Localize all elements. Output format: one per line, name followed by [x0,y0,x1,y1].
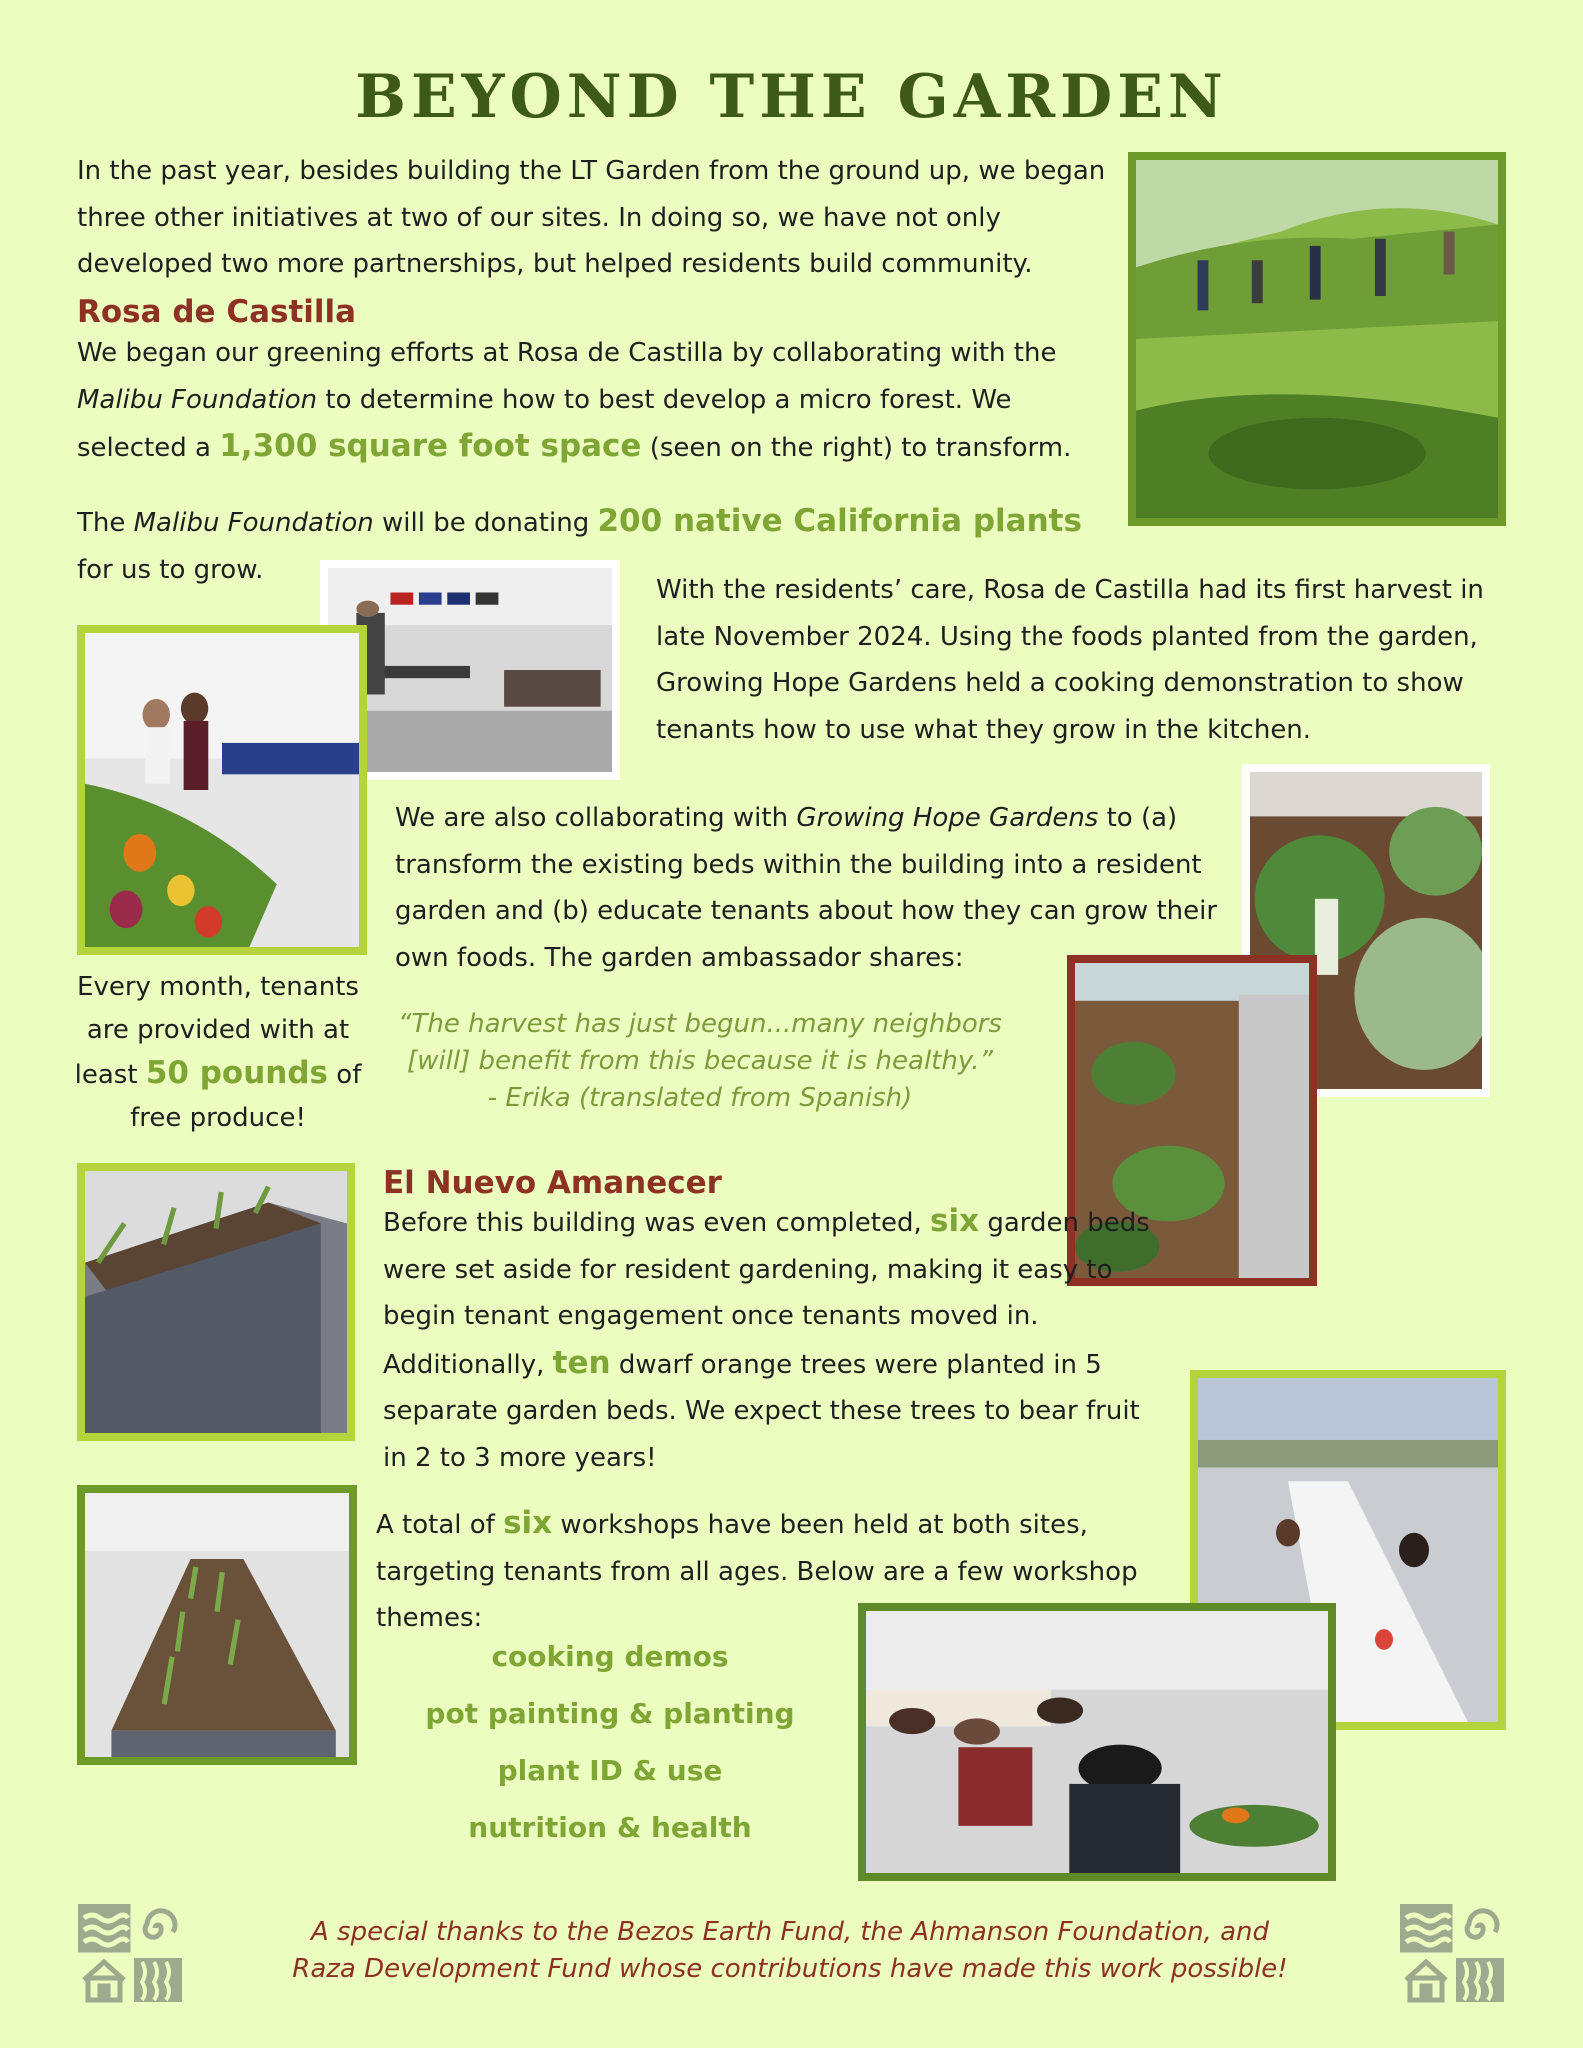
produce-side-note [68,966,368,1140]
org-logo-right [1400,1904,1506,2004]
theme-item: cooking demos [491,1640,729,1673]
flame-icon [134,1958,182,2002]
spiral-icon [1467,1911,1497,1937]
six-workshops-highlight: six [503,1505,553,1541]
rosa-p2-text-3: for us to grow. [77,554,264,585]
rosa-p4-text-2: to (a) transform the existing beds within the building into a resident garden and (b) educate tenants about how they can grow their own foods. The garden ambassador shares: [395,803,1218,973]
nuevo-p2-text-2: workshops have been held at both sites, targeting tenants from all ages. Below are a few workshop themes: [376,1510,1138,1633]
native-plants-highlight: 200 native California plants [597,503,1082,539]
waves-icon [80,1906,128,1950]
thanks-line-2: Raza Development Fund whose contributions have made this work possible! [292,1954,1288,1984]
quote-line-1: “The harvest has just begun...many neighbors [398,1009,1002,1039]
side-note-text-2: of free produce! [130,1060,362,1133]
rosa-p1-text-3: selected a [77,433,220,463]
house-icon [1406,1962,1446,2000]
quote-line-2: [will] benefit from this because it is healthy.” [407,1046,993,1076]
nuevo-heading: El Nuevo Amanecer [383,1165,722,1201]
nuevo-p2-text: A total of [376,1510,504,1540]
theme-item: plant ID & use [497,1754,723,1787]
quote-attribution: - Erika (translated from Spanish) [487,1083,913,1113]
rosa-p1-text-4: (seen on the right) to transform. [641,433,1072,463]
workshop-themes-list [380,1640,840,1868]
nuevo-p1-text-3: dwarf orange trees were planted in 5 separate garden beds. We expect these trees to bear fruit in 2 to 3 more years! [383,1349,1140,1473]
rosa-p4-text: We are also collaborating with [395,803,797,833]
pounds-highlight: 50 pounds [145,1055,329,1091]
spiral-icon [145,1911,175,1937]
org-logo-left [78,1904,184,2004]
nuevo-p1-text-2: garden beds were set aside for resident gardening, making it easy to begin tenant engagement once tenants moved in. Additionally, [383,1208,1150,1380]
intro-paragraph: In the past year, besides building the LT Garden from the ground up, we began three other initiatives at two of our sites. In doing so, we have not only developed two more partnerships, but helped residents build community. [77,156,1106,279]
malibu-foundation-name: Malibu Foundation [77,384,318,415]
rosa-p1-text-2: to determine how to best develop a micro forest. We [317,384,1012,415]
malibu-foundation-name-2: Malibu Foundation [133,508,374,538]
ten-trees-highlight: ten [552,1344,611,1381]
nuevo-paragraph-1 [383,1198,1153,1481]
rosa-p1-text: We began our greening efforts at Rosa de Castilla by collaborating with the [77,338,1057,368]
planter-box-photo [77,1163,355,1441]
waves-icon [1402,1906,1450,1950]
theme-item: nutrition & health [468,1811,752,1844]
nuevo-p1-text: Before this building was even completed, [383,1208,930,1238]
flame-icon [1456,1958,1504,2002]
house-icon [84,1962,124,2000]
theme-item: pot painting & planting [425,1697,795,1730]
thanks-line-1: A special thanks to the Bezos Earth Fund, the Ahmanson Foundation, and [310,1917,1269,1947]
side-note-text: Every month, tenants are provided with at least [74,972,359,1090]
square-foot-highlight: 1,300 square foot space [219,428,642,464]
adult-workshop-photo [858,1603,1336,1881]
planter-row-photo [77,1485,357,1765]
rosa-paragraph-4 [395,795,1225,981]
rosa-paragraph-3: With the residents’ care, Rosa de Castilla had its first harvest in late November 2024. Using the foods planted from the garden, Growing Hope Gardens held a cooking demonstration to show tenants how to use what they grow in the kitchen. [656,575,1484,745]
rosa-p2-text-2: will be donating [373,508,598,538]
rosa-paragraph-1 [77,330,1117,472]
produce-table-photo [77,625,367,955]
six-beds-highlight: six [930,1203,980,1239]
thanks-note [240,1914,1340,1988]
rosa-p2-text: The [77,508,134,538]
growing-hope-gardens-name: Growing Hope Gardens [796,803,1099,833]
hillside-planting-photo [1128,152,1506,526]
rosa-heading: Rosa de Castilla [77,294,357,330]
page-title: BEYOND THE GARDEN [355,62,1228,132]
ambassador-quote [390,1006,1010,1117]
